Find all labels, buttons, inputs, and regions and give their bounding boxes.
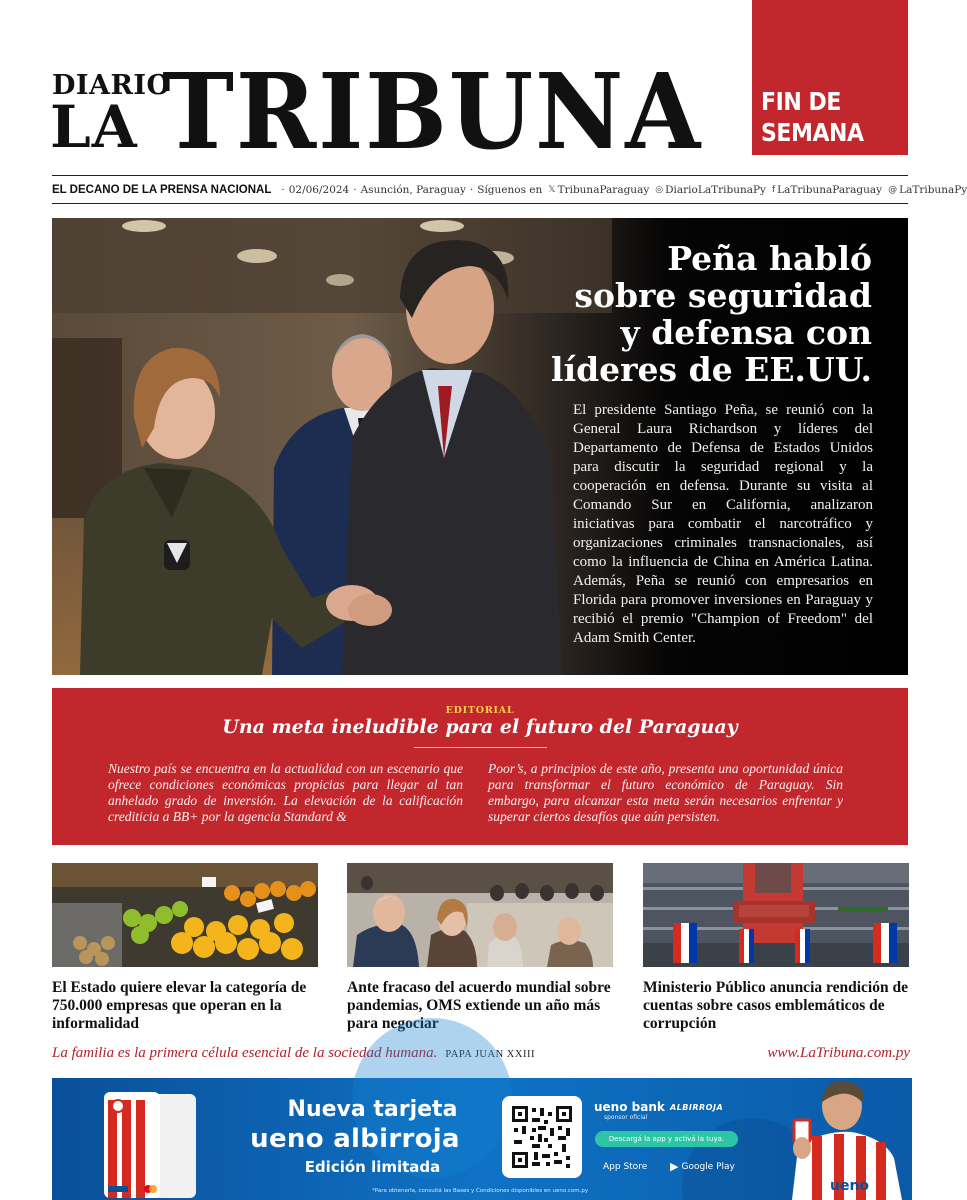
download-app-pill[interactable]: Descargá la app y activá la tuya. (595, 1131, 738, 1147)
albirroja-logo: ALBIRROJA (670, 1103, 724, 1112)
follow-label: Síguenos en (477, 184, 543, 196)
hero-story[interactable] (52, 218, 908, 675)
slogan: EL DECANO DE LA PRENSA NACIONAL (52, 184, 272, 196)
editorial-divider (414, 747, 547, 748)
news-card-oms[interactable] (347, 863, 613, 1033)
google-play-label: Google Play (681, 1161, 735, 1172)
google-play-badge[interactable] (670, 1158, 735, 1175)
edition-line-2: SEMANA (761, 118, 864, 147)
news-headline[interactable]: Ante fracaso del acuerdo mundial sobre pandemias, OMS extiende un año más para negociar (347, 979, 611, 1032)
social-link-instagram[interactable] (655, 184, 766, 196)
credit-cards-graphic (100, 1088, 200, 1200)
ueno-bank-logo: ueno bank (594, 1100, 665, 1114)
editorial-title[interactable]: Una meta ineludible para el futuro del Paraguay (222, 716, 738, 738)
ad-title: Nueva tarjeta (287, 1097, 458, 1122)
svg-text:ueno: ueno (830, 1178, 870, 1194)
qr-code-icon (510, 1104, 574, 1170)
brand-diario: DIARIO (52, 70, 171, 101)
instagram-icon: ◎ (655, 185, 664, 195)
brand-tribuna: TRIBUNA (162, 50, 703, 173)
separator-dot: · (353, 184, 357, 196)
social-handle: LaTribunaPy (899, 184, 967, 196)
quote-text: La familia es la primera célula esencial de la sociedad humana. (52, 1045, 438, 1061)
ad-subtitle: Edición limitada (304, 1158, 441, 1176)
issue-date: 02/06/2024 (288, 184, 350, 196)
news-headline[interactable]: Ministerio Público anuncia rendición de cuentas sobre casos emblemáticos de corrupción (643, 979, 908, 1032)
hero-headline[interactable] (542, 240, 872, 388)
news-card-informalidad[interactable] (52, 863, 318, 1033)
news-headline[interactable]: El Estado quiere elevar la categoría de 750.000 empresas que operan en la informalidad (52, 979, 307, 1032)
editorial-column-left: Nuestro país se encuentra en la actualidad con un escenario que ofrece condiciones económicas propicias para llegar al tan anhelado grado de inversión. La elevación de la calificación crediticia a BB+ por la agencia Standard & (108, 761, 463, 824)
news-photo-market (52, 863, 318, 967)
masthead-rule-bottom (52, 203, 908, 204)
issue-city: Asunción, Paraguay (360, 184, 466, 196)
hero-headline-line: y defensa con (620, 313, 872, 352)
social-link-facebook[interactable] (772, 184, 882, 196)
edition-line-1: FIN DE (761, 87, 841, 116)
news-photo-assembly (347, 863, 613, 967)
editorial-column-right: Poor’s, a principios de este año, presenta una oportunidad única para transformar el futuro económico de Paraguay. Sin embargo, para alcanzar esta meta serán necesarios enfrentar y superar ciertos desafíos que aún persisten. (488, 761, 843, 824)
quote-author: PAPA JUAN XXIII (445, 1049, 535, 1060)
hero-headline-line: sobre seguridad (574, 276, 872, 315)
app-store-badge[interactable] (600, 1158, 647, 1175)
ueno-bank-sponsor: sponsor oficial (604, 1114, 648, 1121)
hero-summary: El presidente Santiago Peña, se reunió con la General Laura Richardson y líderes del Departamento de Defensa de Estados Unidos para discutir la seguridad regional y la cooperación en defensa. Durante su visita al Comando Sur en California, analizaron iniciativas para combatir el narcotráfico y organizaciones criminales transnacionales, así como la influencia de China en América Latina. Además, Peña se reunió con empresarios en Florida para promover inversiones en Paraguay y recibió el premio "Champion of Freedom" del Adam Smith Center. (573, 402, 873, 646)
brand-la: LA (50, 93, 138, 161)
play-icon: ▶ (670, 1160, 679, 1173)
masthead (0, 0, 967, 215)
social-handle: TribunaParaguay (557, 184, 650, 196)
editorial-kicker: EDITORIAL (445, 705, 515, 716)
social-link-threads[interactable] (888, 184, 967, 196)
threads-icon: @ (888, 185, 898, 195)
app-store-label: App Store (603, 1161, 648, 1172)
hero-headline-line: Peña habló (667, 239, 872, 278)
edition-badge (752, 0, 908, 155)
ueno-ad-banner[interactable] (52, 1078, 912, 1200)
news-photo-building (643, 863, 909, 967)
separator-dot: · (469, 184, 474, 196)
website-link[interactable]: www.LaTribuna.com.py (767, 1045, 910, 1061)
player-photo (772, 1078, 912, 1200)
social-handle: DiarioLaTribunaPy (665, 184, 766, 196)
facebook-icon: f (771, 185, 776, 195)
ad-brand: ueno albirroja (250, 1124, 460, 1154)
masthead-rule-top (52, 175, 908, 176)
news-card-ministerio[interactable] (643, 863, 909, 1033)
editorial-box[interactable] (52, 688, 908, 845)
ad-fine-print: *Para obtenerla, consultá las Bases y Condiciones disponibles en ueno.com.py (372, 1188, 589, 1194)
qr-code[interactable] (502, 1096, 582, 1178)
info-bar (52, 180, 967, 200)
x-icon: 𝕏 (548, 185, 556, 195)
separator-dot: · (281, 184, 285, 196)
hero-headline-line: líderes de EE.UU. (551, 350, 872, 389)
social-link-x[interactable] (548, 184, 649, 196)
edition-text (761, 86, 864, 148)
social-handle: LaTribunaParaguay (777, 184, 883, 196)
